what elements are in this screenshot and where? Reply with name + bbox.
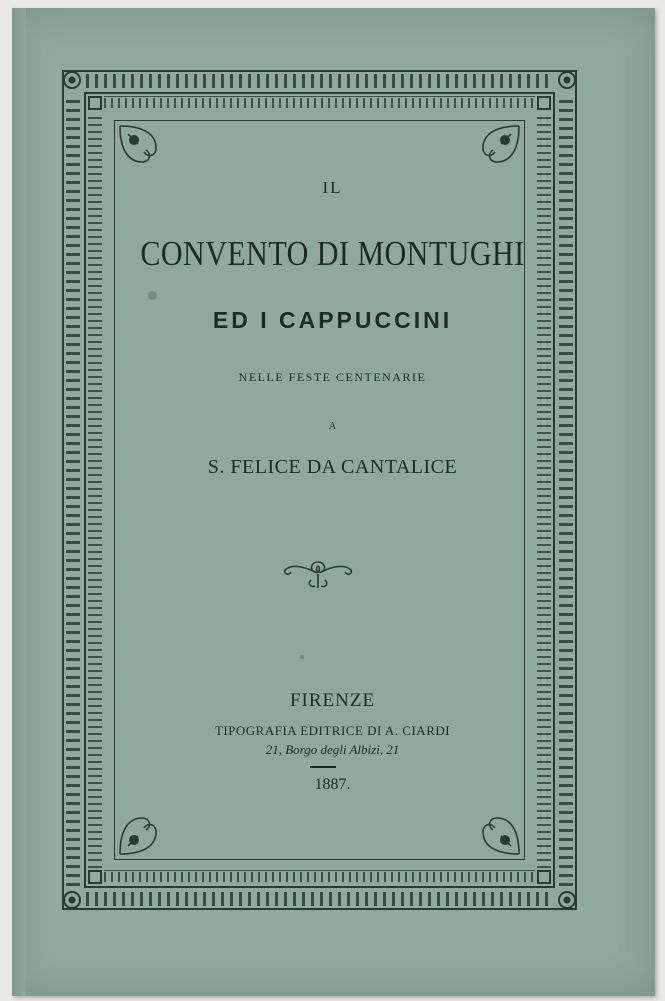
paper-stain <box>148 291 157 300</box>
spine-edge <box>12 8 26 996</box>
rosette-icon <box>63 891 81 909</box>
key-corner-icon <box>88 96 102 110</box>
key-corner-icon <box>537 870 551 884</box>
rosette-icon <box>558 891 576 909</box>
paper-stain <box>300 655 304 659</box>
divider <box>310 766 336 768</box>
imprint-year: 1887. <box>314 776 351 793</box>
imprint-publisher: TIPOGRAFIA EDITRICE DI A. CIARDI <box>214 723 451 738</box>
key-corner-icon <box>88 870 102 884</box>
leaf-band-bottom <box>86 892 553 906</box>
page-title: CONVENTO DI MONTUGHI <box>140 234 525 273</box>
floral-flourish-icon <box>116 792 182 858</box>
key-band-top <box>104 96 535 110</box>
saint-name: S. FELICE DA CANTALICE <box>207 456 458 478</box>
occasion-line: NELLE FESTE CENTENARIE <box>238 370 427 384</box>
floral-flourish-icon <box>457 792 523 858</box>
rosette-icon <box>63 71 81 89</box>
preposition-line: A <box>328 421 337 432</box>
subtitle: ED I CAPPUCCINI <box>212 307 453 333</box>
rosette-icon <box>558 71 576 89</box>
title-article: IL <box>322 178 343 197</box>
key-band-bottom <box>104 870 535 884</box>
leaf-band-top <box>86 74 553 88</box>
imprint-city: FIRENZE <box>289 690 376 711</box>
leaf-band-right <box>559 94 573 886</box>
imprint-address: 21, Borgo degli Albizi, 21 <box>265 742 400 757</box>
leaf-band-left <box>66 94 80 886</box>
scroll-ornament-icon <box>281 556 355 592</box>
key-corner-icon <box>537 96 551 110</box>
